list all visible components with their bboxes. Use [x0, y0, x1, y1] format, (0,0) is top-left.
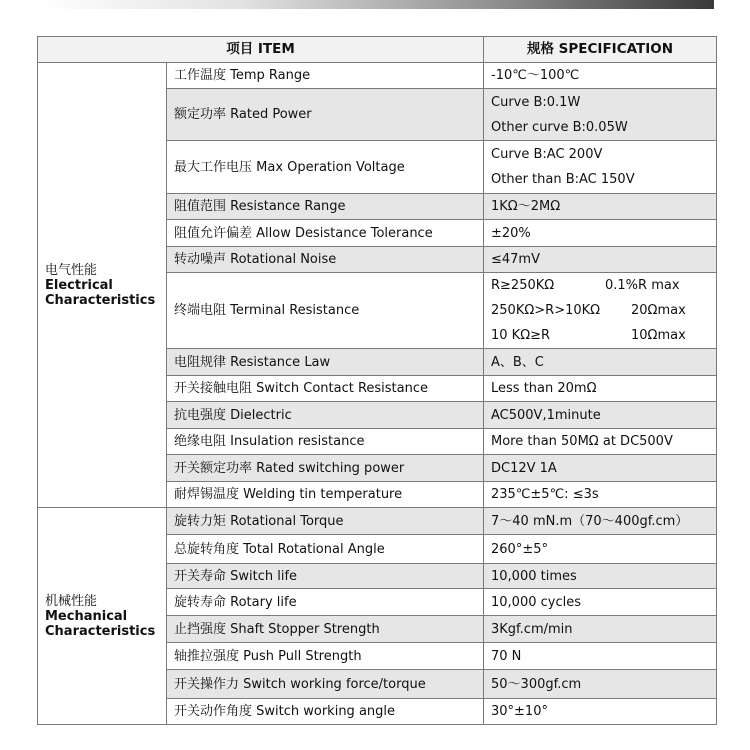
item-cell: 开关动作角度 Switch working angle — [167, 699, 484, 725]
spec-table — [37, 36, 717, 725]
spec-line: Other than B:AC 150V — [491, 172, 635, 187]
item-cell: 总旋转角度 Total Rotational Angle — [167, 535, 484, 564]
spec-cell — [484, 89, 717, 141]
item-cell: 轴推拉强度 Push Pull Strength — [167, 643, 484, 670]
mechanical-zh-label: 机械性能 — [45, 593, 98, 609]
spec-line: Curve B:AC 200V — [491, 147, 603, 162]
spec-cell: More than 50MΩ at DC500V — [484, 429, 717, 455]
spec-cell: AC500V,1minute — [484, 402, 717, 429]
spec-cell: ≤47mV — [484, 247, 717, 273]
item-cell: 耐焊锡温度 Welding tin temperature — [167, 482, 484, 508]
spec-line — [491, 273, 716, 298]
table-row — [38, 63, 717, 89]
spec-cell: 3Kgf.cm/min — [484, 616, 717, 643]
spec-cell: -10℃～100℃ — [484, 63, 717, 89]
mechanical-en-label: Mechanical — [45, 608, 128, 624]
item-cell: 阻值范围 Resistance Range — [167, 194, 484, 220]
spec-line — [491, 298, 716, 323]
electrical-category-cell — [38, 63, 167, 508]
item-cell: 转动噪声 Rotational Noise — [167, 247, 484, 273]
table-row — [38, 508, 717, 535]
item-cell: 止挡强度 Shaft Stopper Strength — [167, 616, 484, 643]
item-cell: 抗电强度 Dielectric — [167, 402, 484, 429]
terminal-condition: 10 KΩ≥R — [491, 328, 551, 343]
spec-cell: 10,000 times — [484, 564, 717, 589]
item-cell: 开关寿命 Switch life — [167, 564, 484, 589]
terminal-condition: 250KΩ>R>10KΩ — [491, 303, 601, 318]
item-cell: 开关操作力 Switch working force/torque — [167, 670, 484, 699]
item-cell: 旋转力矩 Rotational Torque — [167, 508, 484, 535]
terminal-condition: R≥250KΩ — [491, 278, 555, 293]
item-cell: 开关额定功率 Rated switching power — [167, 455, 484, 482]
spec-cell: 7～40 mN.m（70～400gf.cm） — [484, 508, 717, 535]
spec-cell: ±20% — [484, 220, 717, 247]
terminal-value: 0.1%R max — [605, 278, 680, 293]
spec-cell: 70 N — [484, 643, 717, 670]
item-cell: 工作温度 Temp Range — [167, 63, 484, 89]
mechanical-en-label-2: Characteristics — [45, 623, 156, 639]
item-cell: 额定功率 Rated Power — [167, 89, 484, 141]
spec-column-header: 规格 SPECIFICATION — [484, 37, 717, 63]
electrical-zh-label: 电气性能 — [45, 262, 98, 278]
item-cell: 终端电阻 Terminal Resistance — [167, 273, 484, 349]
spec-cell: 10,000 cycles — [484, 589, 717, 616]
header-gradient-bar — [38, 0, 714, 9]
item-column-header: 项目 ITEM — [38, 37, 484, 63]
item-cell: 绝缘电阻 Insulation resistance — [167, 429, 484, 455]
spec-cell — [484, 141, 717, 194]
terminal-value: 20Ωmax — [631, 303, 686, 318]
terminal-spec-cell — [484, 273, 717, 349]
mechanical-category-cell — [38, 508, 167, 725]
table-header-row — [38, 37, 717, 63]
spec-cell: 235℃±5℃: ≤3s — [484, 482, 717, 508]
spec-cell: 30°±10° — [484, 699, 717, 725]
electrical-en-label-2: Characteristics — [45, 292, 156, 308]
item-cell: 开关接触电阻 Switch Contact Resistance — [167, 376, 484, 402]
spec-line: Curve B:0.1W — [491, 94, 581, 110]
terminal-value: 10Ωmax — [631, 328, 686, 343]
item-cell: 最大工作电压 Max Operation Voltage — [167, 141, 484, 194]
spec-cell: 1KΩ～2MΩ — [484, 194, 717, 220]
electrical-en-label: Electrical — [45, 277, 113, 293]
item-cell: 旋转寿命 Rotary life — [167, 589, 484, 616]
spec-cell: Less than 20mΩ — [484, 376, 717, 402]
spec-cell: 260°±5° — [484, 535, 717, 564]
spec-cell: A、B、C — [484, 349, 717, 376]
item-cell: 电阻规律 Resistance Law — [167, 349, 484, 376]
spec-line — [491, 323, 716, 348]
spec-cell: 50～300gf.cm — [484, 670, 717, 699]
item-cell: 阻值允许偏差 Allow Desistance Tolerance — [167, 220, 484, 247]
spec-cell: DC12V 1A — [484, 455, 717, 482]
spec-line: Other curve B:0.05W — [491, 119, 628, 135]
